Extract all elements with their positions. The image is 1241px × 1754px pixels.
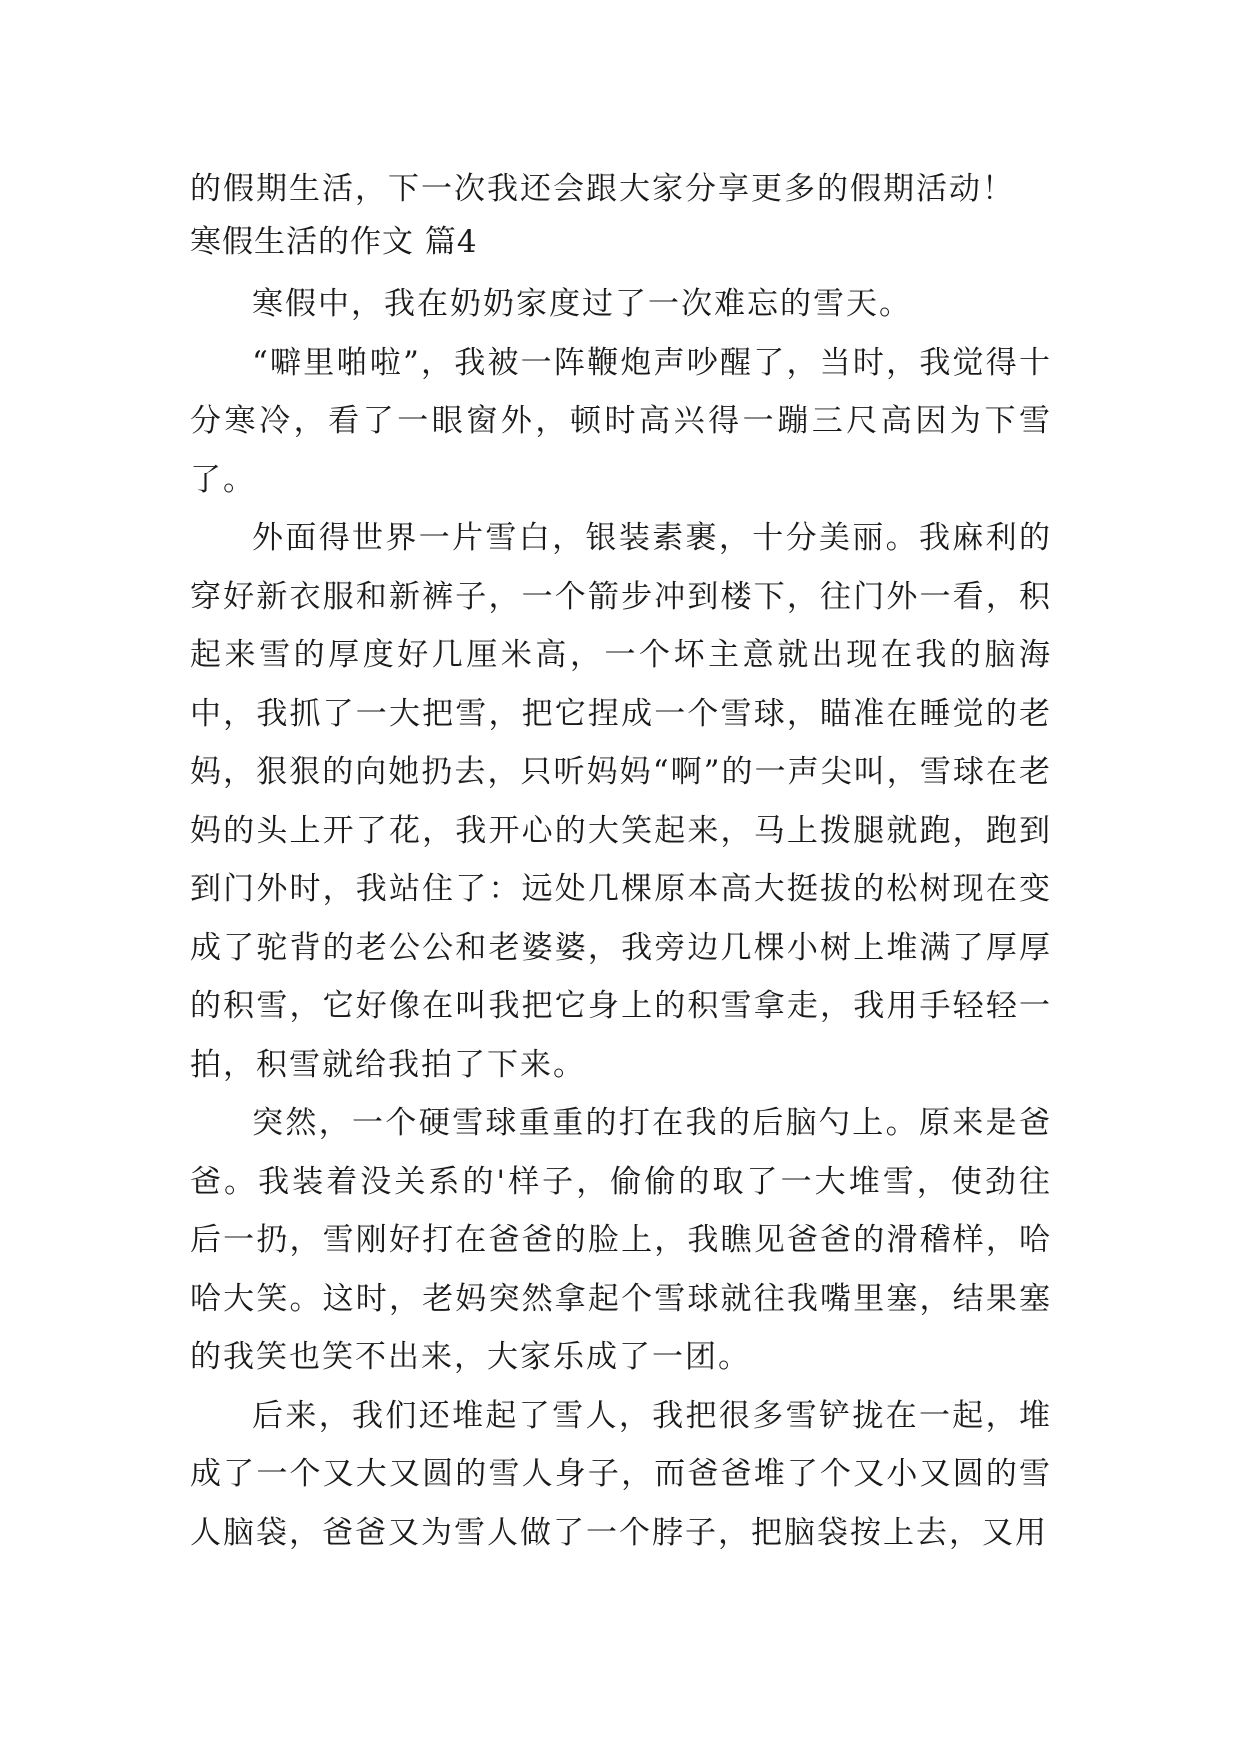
section-title: 寒假生活的作文 篇4 — [190, 224, 478, 260]
continuation-line: 的假期生活，下一次我还会跟大家分享更多的假期活动！ — [190, 171, 1015, 207]
paragraph-2: “噼里啪啦”，我被一阵鞭炮声吵醒了，当时，我觉得十分寒冷，看了一眼窗外，顿时高兴得一蹦三尺高因为下雪了。 — [190, 344, 1052, 498]
paragraph-4: 突然，一个硬雪球重重的打在我的后脑勺上。原来是爸爸。我装着没关系的'样子，偷偷的取了一大堆雪，使劲往后一扔，雪刚好打在爸爸的脸上，我瞧见爸爸的滑稽样，哈哈大笑。这时，老妈突然拿起个雪球就往我嘴里塞，结果塞的我笑也笑不出来，大家乐成了一团。 — [190, 1105, 1052, 1375]
document-body — [190, 163, 1052, 1562]
paragraph-1: 寒假中，我在奶奶家度过了一次难忘的雪天。 — [252, 286, 912, 322]
paragraph-3: 外面得世界一片雪白，银装素裹，十分美丽。我麻利的穿好新衣服和新裤子，一个箭步冲到楼下，往门外一看，积起来雪的厚度好几厘米高，一个坏主意就出现在我的脑海中，我抓了一大把雪，把它捏成一个雪球，瞄准在睡觉的老妈，狠狠的向她扔去，只听妈妈“啊”的一声尖叫，雪球在老妈的头上开了花，我开心的大笑起来，马上拨腿就跑，跑到到门外时，我站住了：远处几棵原本高大挺拔的松树现在变成了驼背的老公公和老婆婆，我旁边几棵小树上堆满了厚厚的积雪，它好像在叫我把它身上的积雪拿走，我用手轻轻一拍，积雪就给我拍了下来。 — [190, 520, 1052, 1083]
paragraph-5: 后来，我们还堆起了雪人，我把很多雪铲拢在一起，堆成了一个又大又圆的雪人身子，而爸爸堆了个又小又圆的雪人脑袋，爸爸又为雪人做了一个脖子，把脑袋按上去，又用 — [190, 1397, 1052, 1551]
